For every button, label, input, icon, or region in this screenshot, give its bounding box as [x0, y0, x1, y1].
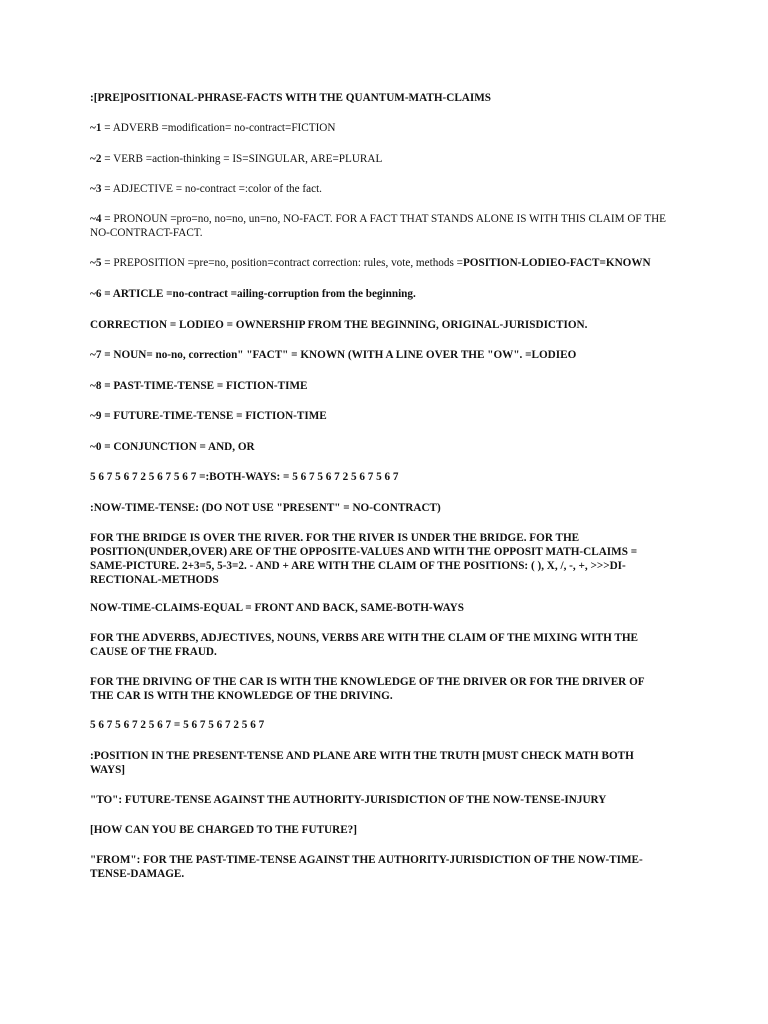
from-paragraph: "FROM": FOR THE PAST-TIME-TENSE AGAINST THE AUTHORITY-JURISDICTION OF THE NOW-TIME-TENSE-DAMAGE.: [90, 854, 643, 880]
item-0: ~0 = CONJUNCTION = AND, OR: [90, 441, 255, 453]
both-ways-sequence: 5 6 7 5 6 7 2 5 6 7 5 6 7 =:BOTH-WAYS: = 5 6 7 5 6 7 2 5 6 7 5 6 7: [90, 471, 399, 483]
item-2: [90, 152, 670, 166]
item-5-bold-tail: POSITION-LODIEO-FACT=KNOWN: [462, 257, 651, 269]
item-6: ~6 = ARTICLE =no-contract =ailing-corruption from the beginning.: [90, 288, 416, 300]
bridge-paragraph: FOR THE BRIDGE IS OVER THE RIVER. FOR THE RIVER IS UNDER THE BRIDGE. FOR THE POSITION(UNDER,OVER) ARE OF THE OPPOSITE-VALUES AND WITH THE OPPOSIT MATH-CLAIMS = SAME-PICTURE. 2+3=5, 5-3=2. - AND + ARE WITH THE CLAIM OF THE POSITIONS: ( ), X, /, -, +, >>>DI-RECTIONAL-METHODS: [90, 532, 638, 586]
to-paragraph: "TO": FUTURE-TENSE AGAINST THE AUTHORITY-JURISDICTION OF THE NOW-TENSE-INJURY: [90, 794, 607, 806]
now-time-claims-paragraph: NOW-TIME-CLAIMS-EQUAL = FRONT AND BACK, SAME-BOTH-WAYS: [90, 602, 464, 614]
correction-paragraph: CORRECTION = LODIEO = OWNERSHIP FROM THE BEGINNING, ORIGINAL-JURISDICTION.: [90, 319, 588, 331]
item-3-number: ~3: [90, 183, 102, 195]
item-4-number: ~4: [90, 213, 102, 225]
item-1-text: = ADVERB =modification= no-contract=FICTION: [101, 122, 336, 134]
question-paragraph: [HOW CAN YOU BE CHARGED TO THE FUTURE?]: [90, 824, 357, 836]
item-1: [90, 121, 670, 135]
item-7: ~7 = NOUN= no-no, correction" "FACT" = KNOWN (WITH A LINE OVER THE "OW". =LODIEO: [90, 349, 577, 361]
document-title: :[PRE]POSITIONAL-PHRASE-FACTS WITH THE QUANTUM-MATH-CLAIMS: [90, 92, 492, 104]
item-3: [90, 182, 670, 196]
item-3-text: = ADJECTIVE = no-contract =:color of the fact.: [101, 183, 322, 195]
item-9: ~9 = FUTURE-TIME-TENSE = FICTION-TIME: [90, 410, 327, 422]
item-5-text: = PREPOSITION =pre=no, position=contract correction: rules, vote, methods =: [101, 257, 463, 269]
item-2-number: ~2: [90, 153, 102, 165]
item-4: [90, 212, 670, 240]
document-page: [90, 0, 670, 1024]
now-time-tense-heading: :NOW-TIME-TENSE: (DO NOT USE "PRESENT" = NO-CONTRACT): [90, 502, 441, 514]
item-4-text: = PRONOUN =pro=no, no=no, un=no, NO-FACT. FOR A FACT THAT STANDS ALONE IS WITH THIS CLAIM OF THE NO-CONTRACT-FACT.: [90, 213, 666, 239]
item-5-number: ~5: [90, 257, 102, 269]
adverbs-paragraph: FOR THE ADVERBS, ADJECTIVES, NOUNS, VERBS ARE WITH THE CLAIM OF THE MIXING WITH THE CAUSE OF THE FRAUD.: [90, 632, 639, 658]
driving-paragraph: FOR THE DRIVING OF THE CAR IS WITH THE KNOWLEDGE OF THE DRIVER OR FOR THE DRIVER OF THE CAR IS WITH THE KNOWLEDGE OF THE DRIVING.: [90, 676, 645, 702]
item-8: ~8 = PAST-TIME-TENSE = FICTION-TIME: [90, 380, 308, 392]
item-5: [90, 256, 670, 270]
equal-sequence: 5 6 7 5 6 7 2 5 6 7 = 5 6 7 5 6 7 2 5 6 7: [90, 719, 265, 731]
position-present-tense-paragraph: :POSITION IN THE PRESENT-TENSE AND PLANE ARE WITH THE TRUTH [MUST CHECK MATH BOTH WAYS]: [90, 750, 634, 776]
item-1-number: ~1: [90, 122, 102, 134]
item-2-text: = VERB =action-thinking = IS=SINGULAR, ARE=PLURAL: [101, 153, 383, 165]
